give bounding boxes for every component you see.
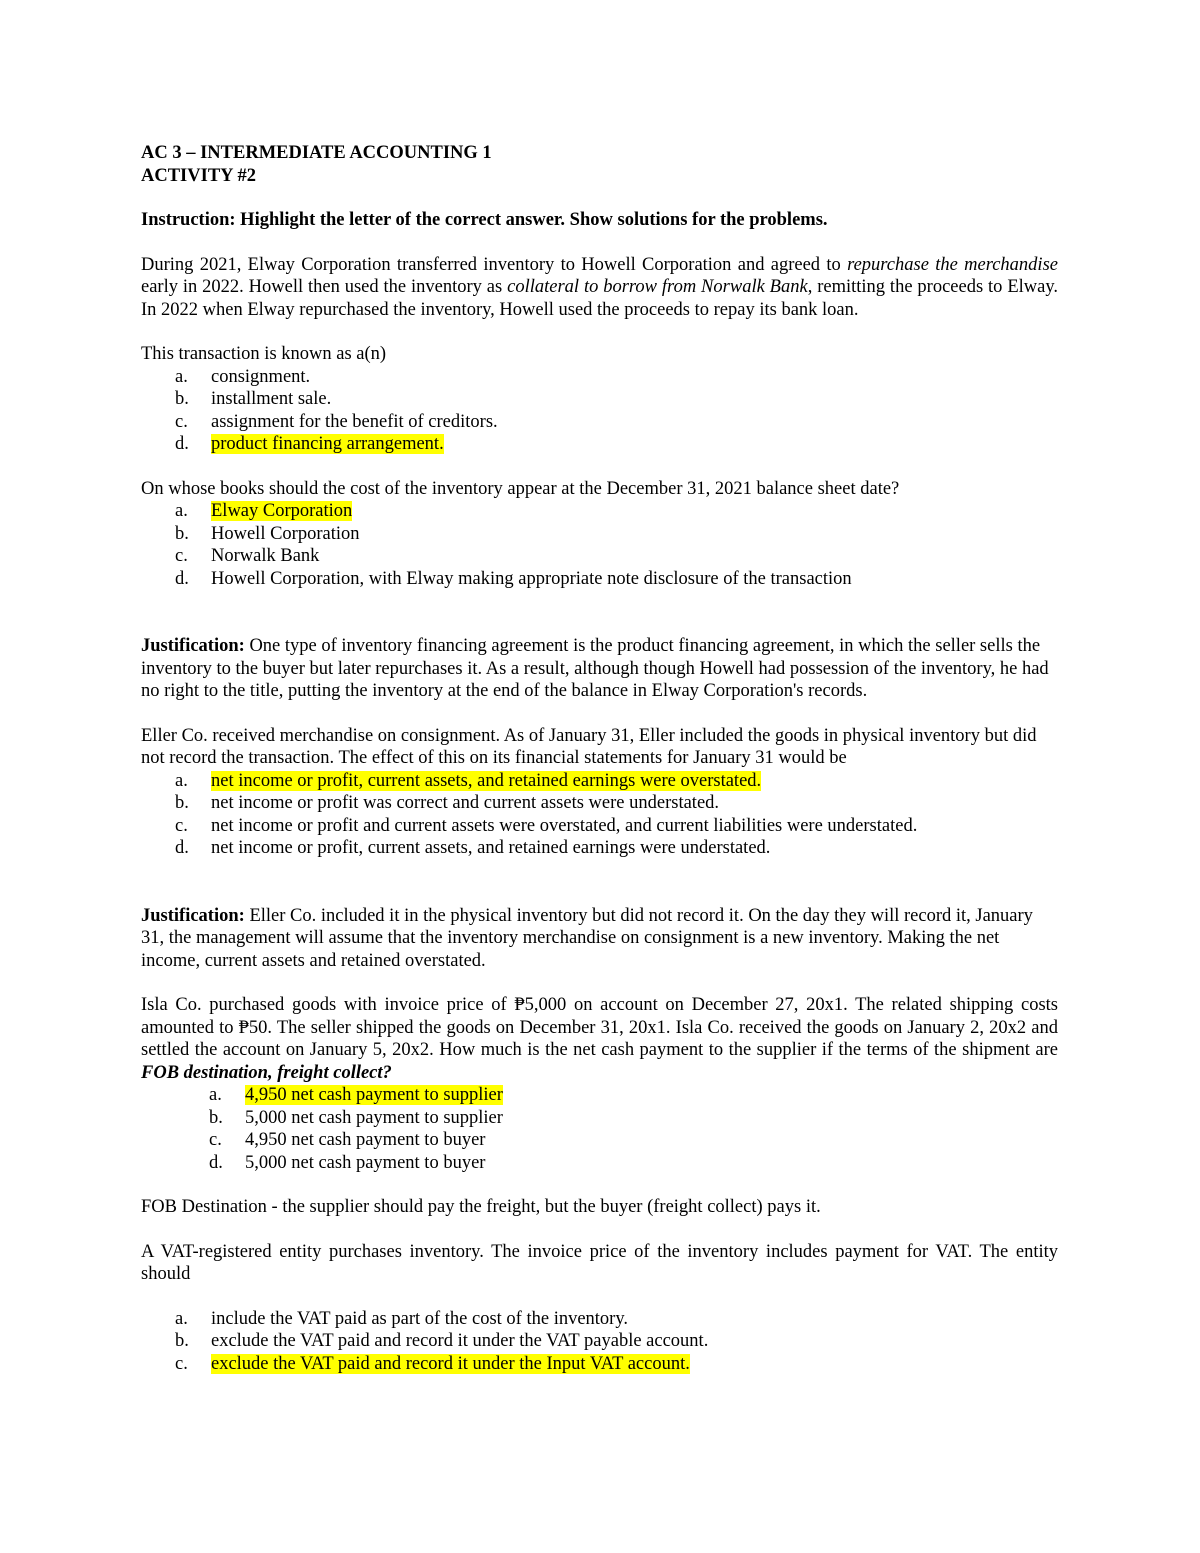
q2-justification bbox=[141, 635, 1058, 703]
option-text: net income or profit, current assets, and retained earnings were understated. bbox=[211, 838, 771, 858]
justification-label: Justification: bbox=[141, 905, 245, 926]
q2-option-d[interactable] bbox=[141, 568, 1058, 591]
q5-option-b[interactable] bbox=[141, 1330, 1058, 1353]
q1-option-b[interactable] bbox=[141, 388, 1058, 411]
q2-question: On whose books should the cost of the inventory appear at the December 31, 2021 balance sheet date? bbox=[141, 478, 900, 499]
q3-option-d[interactable] bbox=[141, 837, 1058, 860]
q5-option-a[interactable] bbox=[141, 1308, 1058, 1331]
q2-option-c[interactable] bbox=[141, 545, 1058, 568]
q4-options bbox=[141, 1084, 1058, 1174]
option-letter: a. bbox=[175, 1308, 188, 1329]
activity-title: ACTIVITY #2 bbox=[141, 165, 256, 186]
q1-option-a[interactable] bbox=[141, 366, 1058, 389]
q1-scenario bbox=[141, 254, 1058, 322]
q1-question: This transaction is known as a(n) bbox=[141, 344, 387, 364]
option-letter: a. bbox=[175, 366, 188, 387]
q1-scenario-emphasis2: collateral to borrow from Norwalk Bank bbox=[507, 277, 808, 297]
q2-option-b[interactable] bbox=[141, 523, 1058, 546]
q1-options bbox=[141, 366, 1058, 456]
q4-question-emphasis: FOB destination, freight collect? bbox=[141, 1062, 392, 1083]
q5-question: A VAT-registered entity purchases inventory. The invoice price of the inventory includes payment for VAT. The entity should bbox=[141, 1241, 1058, 1284]
q5-option-c[interactable] bbox=[141, 1353, 1058, 1376]
option-text: net income or profit and current assets were overstated, and current liabilities were understated. bbox=[211, 815, 918, 836]
q5-options bbox=[141, 1308, 1058, 1376]
option-text: Howell Corporation bbox=[211, 523, 360, 544]
option-text-highlighted: net income or profit, current assets, and retained earnings were overstated. bbox=[211, 770, 762, 791]
q1-scenario-part3: , remitting the proceeds to Elway. In 2022 when Elway repurchased the inventory, Howell used the proceeds to repay its bank loan. bbox=[141, 277, 1059, 320]
q3-option-a[interactable] bbox=[141, 770, 1058, 793]
option-text: net income or profit was correct and current assets were understated. bbox=[211, 793, 720, 813]
option-letter: a. bbox=[175, 501, 188, 521]
option-letter: c. bbox=[175, 411, 188, 432]
q3-question: Eller Co. received merchandise on consignment. As of January 31, Eller included the goods in physical inventory but did not record the transaction. The effect of this on its financial statements for January 31 would be bbox=[141, 725, 1037, 768]
q4-option-d[interactable] bbox=[141, 1152, 1058, 1175]
option-text: 5,000 net cash payment to buyer bbox=[245, 1152, 486, 1173]
q4-option-b[interactable] bbox=[141, 1107, 1058, 1130]
option-text-highlighted: product financing arrangement. bbox=[211, 434, 444, 454]
q4-note: FOB Destination - the supplier should pay the freight, but the buyer (freight collect) pays it. bbox=[141, 1197, 821, 1217]
q2-option-a[interactable] bbox=[141, 500, 1058, 523]
option-letter: b. bbox=[175, 523, 189, 544]
q2-options bbox=[141, 500, 1058, 590]
option-text-highlighted: 4,950 net cash payment to supplier bbox=[245, 1085, 503, 1105]
option-letter: b. bbox=[175, 793, 189, 813]
option-text: 4,950 net cash payment to buyer bbox=[245, 1130, 486, 1150]
option-text-highlighted: exclude the VAT paid and record it under the Input VAT account. bbox=[211, 1353, 690, 1374]
q1-option-c[interactable] bbox=[141, 411, 1058, 434]
q1-scenario-part2: early in 2022. Howell then used the inventory as bbox=[141, 277, 508, 297]
option-text: exclude the VAT paid and record it under the VAT payable account. bbox=[211, 1331, 709, 1351]
option-letter: a. bbox=[209, 1085, 222, 1105]
option-letter: c. bbox=[175, 1353, 188, 1374]
option-text: include the VAT paid as part of the cost of the inventory. bbox=[211, 1308, 629, 1329]
option-text: installment sale. bbox=[211, 389, 332, 409]
q3-option-c[interactable] bbox=[141, 815, 1058, 838]
q3-option-b[interactable] bbox=[141, 792, 1058, 815]
q4-option-a[interactable] bbox=[141, 1084, 1058, 1107]
option-letter: a. bbox=[175, 770, 188, 791]
option-text: Norwalk Bank bbox=[211, 546, 320, 566]
option-text: 5,000 net cash payment to supplier bbox=[245, 1107, 503, 1128]
q4-option-c[interactable] bbox=[141, 1129, 1058, 1152]
option-letter: b. bbox=[175, 1331, 189, 1351]
option-text-highlighted: Elway Corporation bbox=[211, 501, 353, 521]
option-letter: d. bbox=[175, 568, 189, 589]
justification-text: Eller Co. included it in the physical inventory but did not record it. On the day they will record it, January 31, the management will assume that the inventory merchandise on consignment is a new inventory. Making the net income, current assets and retained overstated. bbox=[141, 905, 1033, 971]
q1-scenario-part1: During 2021, Elway Corporation transferred inventory to Howell Corporation and agreed to bbox=[141, 254, 848, 275]
option-letter: d. bbox=[175, 838, 189, 858]
option-letter: c. bbox=[209, 1130, 222, 1150]
option-letter: d. bbox=[209, 1152, 223, 1173]
option-letter: d. bbox=[175, 434, 189, 454]
option-text: Howell Corporation, with Elway making appropriate note disclosure of the transaction bbox=[211, 568, 852, 589]
option-letter: b. bbox=[175, 389, 189, 409]
q3-options bbox=[141, 770, 1058, 860]
course-title: AC 3 – INTERMEDIATE ACCOUNTING 1 bbox=[141, 143, 492, 163]
q3-justification bbox=[141, 905, 1058, 973]
instruction-text: Instruction: Highlight the letter of the correct answer. Show solutions for the problems. bbox=[141, 210, 828, 230]
justification-label: Justification: bbox=[141, 636, 245, 656]
option-text: consignment. bbox=[211, 366, 311, 387]
q1-option-d[interactable] bbox=[141, 433, 1058, 456]
justification-text: One type of inventory financing agreement is the product financing agreement, in which the seller sells the inventory to the buyer but later repurchases it. As a result, although though Howell had possession of the inventory, he had no right to the title, putting the inventory at the end of the balance in Elway Corporation's records. bbox=[141, 636, 1049, 701]
option-letter: c. bbox=[175, 815, 188, 836]
document-content bbox=[141, 142, 1058, 1375]
option-text: assignment for the benefit of creditors. bbox=[211, 411, 498, 432]
q4-question-text: Isla Co. purchased goods with invoice price of ₱5,000 on account on December 27, 20x1. The related shipping costs amounted to ₱50. The seller shipped the goods on December 31, 20x1. Isla Co. received the goods on January 2, 20x2 and settled the account on January 5, 20x2. How much is the net cash payment to the supplier if the terms of the shipment are bbox=[141, 995, 1058, 1060]
q4-question bbox=[141, 994, 1058, 1084]
option-letter: b. bbox=[209, 1107, 223, 1128]
option-letter: c. bbox=[175, 546, 188, 566]
q1-scenario-emphasis1: repurchase the merchandise bbox=[847, 254, 1058, 275]
